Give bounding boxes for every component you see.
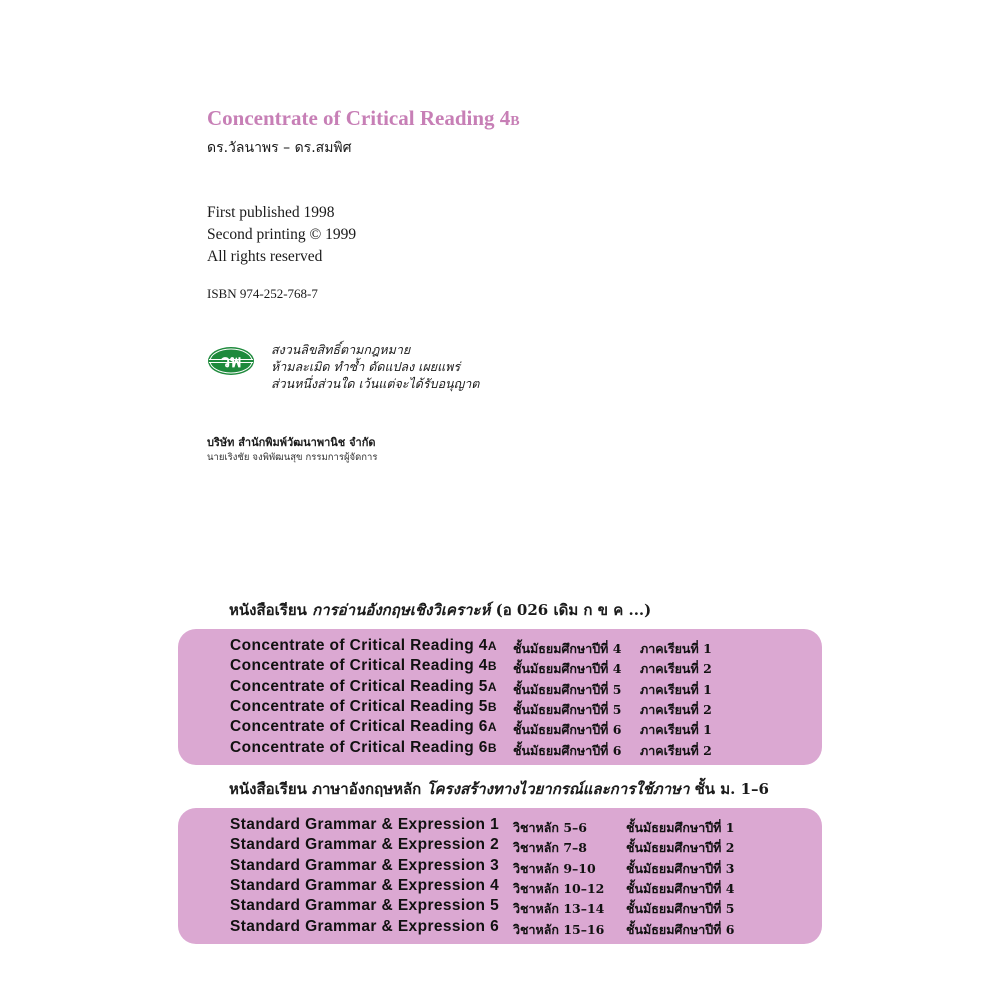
book-name: Standard Grammar & Expression 2	[230, 836, 500, 854]
critical-reading-list	[178, 629, 822, 765]
book-name: Standard Grammar & Expression 1	[230, 816, 500, 833]
section2-heading: หนังสือเรียน ภาษาอังกฤษหลัก โครงสร้างทางไวยากรณ์และการใช้ภาษา ชั้น ม. 1–6	[229, 780, 769, 798]
book-term: ภาคเรียนที่ 2	[640, 742, 712, 758]
book-course: วิชาหลัก 13–14	[513, 901, 605, 917]
book-course: วิชาหลัก 10–12	[513, 880, 605, 896]
book-name: Concentrate of Critical Reading 5A	[230, 677, 497, 695]
book-term: ภาคเรียนที่ 1	[640, 722, 712, 738]
grammar-list	[178, 808, 822, 944]
book-course: วิชาหลัก 7–8	[513, 840, 587, 856]
book-name: Standard Grammar & Expression 6	[230, 917, 500, 935]
book-title: Concentrate of Critical Reading 4B	[207, 106, 520, 130]
book-name: Concentrate of Critical Reading 4B	[230, 657, 497, 675]
book-level: ชั้นมัธยมศึกษาปีที่ 5	[513, 681, 622, 697]
svg-text:วพ: วพ	[220, 352, 242, 372]
book-name: Concentrate of Critical Reading 5B	[230, 697, 497, 715]
book-level: ชั้นมัธยมศึกษาปีที่ 6	[626, 921, 735, 937]
book-name: Concentrate of Critical Reading 6B	[230, 738, 497, 756]
book-level: ชั้นมัธยมศึกษาปีที่ 3	[626, 860, 735, 876]
book-level: ชั้นมัธยมศึกษาปีที่ 1	[626, 820, 735, 835]
book-term: ภาคเรียนที่ 2	[640, 701, 712, 717]
book-course: วิชาหลัก 5–6	[513, 820, 587, 835]
book-level: ชั้นมัธยมศึกษาปีที่ 4	[513, 661, 622, 677]
publisher-logo-icon	[207, 346, 255, 376]
book-level: ชั้นมัธยมศึกษาปีที่ 2	[626, 840, 735, 856]
publisher-director: นายเริงชัย จงพิพัฒนสุข กรรมการผู้จัดการ	[207, 452, 378, 463]
copyright-notice: สงวนลิขสิทธิ์ตามกฎหมาย ห้ามละเมิด ทำซ้ำ ดัดแปลง เผยแพร่ ส่วนหนึ่งส่วนใด เว้นแต่จะได้รับอนุญาต	[271, 342, 480, 391]
book-term: ภาคเรียนที่ 1	[640, 641, 712, 656]
book-term: ภาคเรียนที่ 1	[640, 681, 712, 697]
book-course: วิชาหลัก 9–10	[513, 860, 596, 876]
book-name: Standard Grammar & Expression 5	[230, 897, 500, 915]
book-name: Concentrate of Critical Reading 6A	[230, 718, 497, 736]
book-level: ชั้นมัธยมศึกษาปีที่ 6	[513, 722, 622, 738]
book-level: ชั้นมัธยมศึกษาปีที่ 5	[626, 901, 735, 917]
first-published: First published 1998	[207, 204, 335, 221]
book-level: ชั้นมัธยมศึกษาปีที่ 5	[513, 701, 622, 717]
book-course: วิชาหลัก 15–16	[513, 921, 605, 937]
rights-reserved: All rights reserved	[207, 248, 323, 265]
isbn: ISBN 974-252-768-7	[207, 286, 318, 301]
book-name: Concentrate of Critical Reading 4A	[230, 637, 497, 654]
publisher-company: บริษัท สำนักพิมพ์วัฒนาพานิช จำกัด	[207, 436, 376, 449]
book-level: ชั้นมัธยมศึกษาปีที่ 4	[513, 641, 622, 656]
book-level: ชั้นมัธยมศึกษาปีที่ 6	[513, 742, 622, 758]
book-term: ภาคเรียนที่ 2	[640, 661, 712, 677]
book-name: Standard Grammar & Expression 4	[230, 876, 500, 894]
book-name: Standard Grammar & Expression 3	[230, 856, 500, 874]
book-level: ชั้นมัธยมศึกษาปีที่ 4	[626, 880, 735, 896]
second-printing: Second printing © 1999	[207, 226, 357, 243]
section1-heading: หนังสือเรียน การอ่านอังกฤษเชิงวิเคราะห์ (อ 026 เดิม ก ข ค ...)	[229, 601, 652, 619]
authors: ดร.วัลนาพร – ดร.สมพิศ	[207, 140, 352, 156]
